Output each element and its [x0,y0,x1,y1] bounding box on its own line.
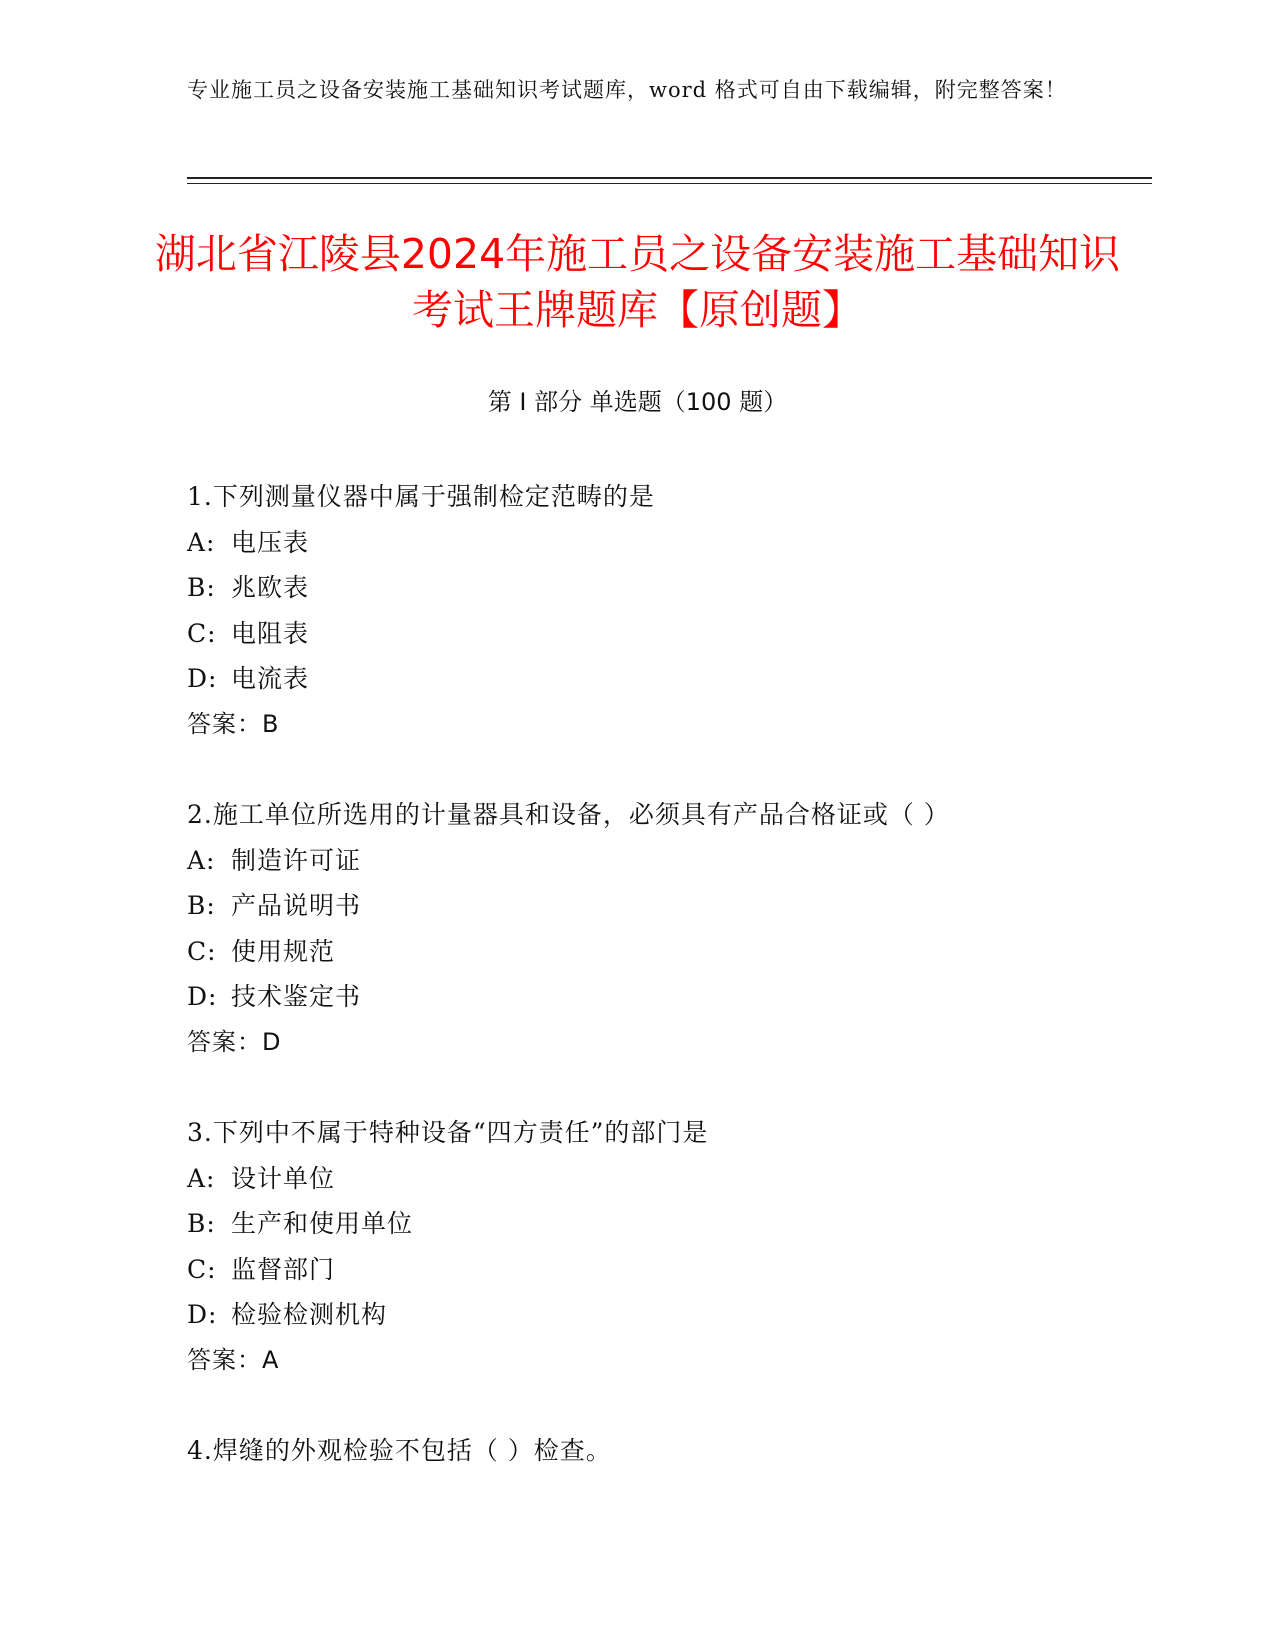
question-3 [187,1110,1107,1383]
option-a [187,838,1107,884]
option-text: 使用规范 [231,936,336,966]
option-letter: D: [187,1300,218,1329]
option-letter: A: [187,845,216,875]
option-letter: B: [187,891,216,920]
option-text: 电阻表 [231,618,310,648]
option-a [187,520,1107,566]
option-c [187,611,1107,657]
option-letter: A: [187,1163,216,1193]
option-text: 生产和使用单位 [231,1209,414,1238]
header-rule-thick [187,177,1152,179]
question-2 [187,792,1107,1065]
option-c [187,1247,1107,1293]
document-intro: 专业施工员之设备安装施工基础知识考试题库，word 格式可自由下载编辑，附完整答案！ [187,78,1067,102]
option-c [187,929,1107,975]
option-letter: B: [187,573,216,602]
option-d [187,656,1107,702]
answer: 答案：A [187,1345,280,1374]
option-b [187,883,1107,929]
option-d [187,974,1107,1020]
option-text: 兆欧表 [231,573,310,602]
option-text: 电流表 [231,664,310,693]
option-letter: A: [187,527,216,557]
option-a [187,1156,1107,1202]
question-stem: 2.施工单位所选用的计量器具和设备，必须具有产品合格证或（ ） [187,800,950,829]
header-rule-thin [187,183,1152,184]
option-d [187,1292,1107,1338]
answer: 答案：B [187,709,280,738]
option-b [187,1201,1107,1247]
option-text: 制造许可证 [231,845,362,875]
question-1 [187,474,1107,747]
option-text: 技术鉴定书 [231,982,362,1011]
section-title: 第 I 部分 单选题（100 题） [487,388,788,416]
document-title: 湖北省江陵县2024年施工员之设备安装施工基础知识考试王牌题库【原创题】 [154,230,1121,334]
question-stem: 3.下列中不属于特种设备“四方责任”的部门是 [187,1118,709,1147]
option-text: 检验检测机构 [231,1300,388,1329]
question-stem: 1.下列测量仪器中属于强制检定范畴的是 [187,482,655,511]
answer: 答案：D [187,1027,282,1056]
question-list [187,474,1107,1519]
option-letter: C: [187,1254,217,1284]
option-text: 产品说明书 [231,891,362,920]
option-text: 电压表 [231,527,310,557]
option-letter: C: [187,936,217,966]
option-text: 设计单位 [231,1163,336,1193]
option-letter: C: [187,618,217,648]
question-4 [187,1428,1107,1474]
option-letter: D: [187,664,218,693]
option-b [187,565,1107,611]
option-text: 监督部门 [231,1254,336,1284]
option-letter: B: [187,1209,216,1238]
option-letter: D: [187,982,218,1011]
question-stem: 4.焊缝的外观检验不包括（ ）检查。 [187,1436,612,1465]
